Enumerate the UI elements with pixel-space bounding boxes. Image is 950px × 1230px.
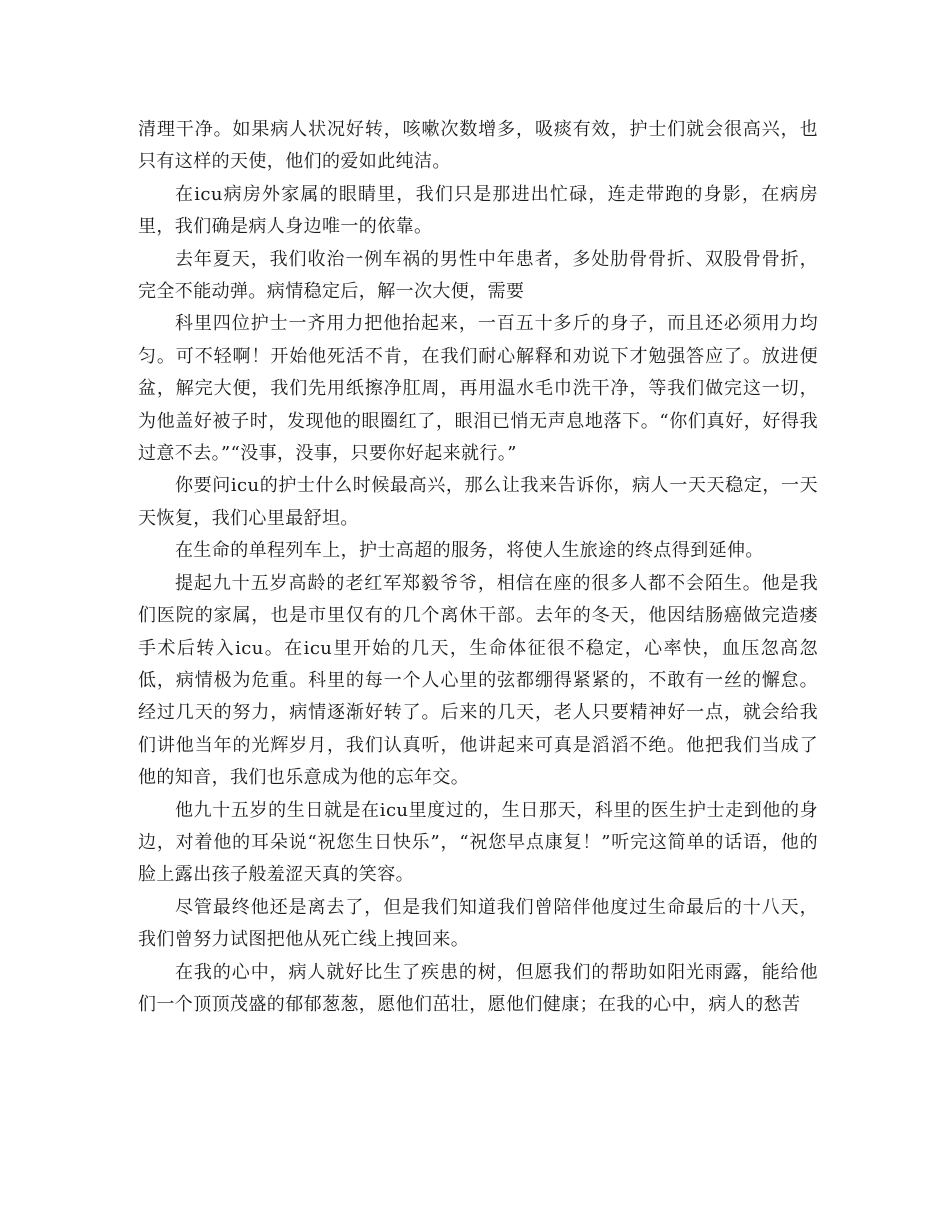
document-body xyxy=(138,114,818,1021)
paragraph: 去年夏天，我们收治一例车祸的男性中年患者，多处肋骨骨折、双股骨骨折，完全不能动弹。病情稳定后，解一次大便，需要 xyxy=(138,248,818,303)
paragraph: 他九十五岁的生日就是在icu里度过的，生日那天，科里的医生护士走到他的身边，对着他的耳朵说“祝您生日快乐”，“祝您早点康复！”听完这简单的话语，他的脸上露出孩子般羞涩天真的笑容。 xyxy=(138,799,818,886)
paragraph: 尽管最终他还是离去了，但是我们知道我们曾陪伴他度过生命最后的十八天，我们曾努力试图把他从死亡线上拽回来。 xyxy=(138,896,818,951)
paragraph: 清理干净。如果病人状况好转，咳嗽次数增多，吸痰有效，护士们就会很高兴，也只有这样的天使，他们的爱如此纯洁。 xyxy=(138,119,818,173)
paragraph: 在生命的单程列车上，护士高超的服务，将使人生旅途的终点得到延伸。 xyxy=(175,540,764,562)
paragraph: 你要问icu的护士什么时候最高兴，那么让我来告诉你，病人一天天稳定，一天天恢复，我们心里最舒坦。 xyxy=(138,475,818,529)
paragraph: 在icu病房外家属的眼睛里，我们只是那进出忙碌，连走带跑的身影，在病房里，我们确是病人身边唯一的依靠。 xyxy=(138,183,818,238)
paragraph: 提起九十五岁高龄的老红军郑毅爷爷，相信在座的很多人都不会陌生。他是我们医院的家属，也是市里仅有的几个离休干部。去年的冬天，他因结肠癌做完造瘘手术后转入icu。在icu里开始的几天，生命体征很不稳定，心率快，血压忽高忽低，病情极为危重。科里的每一个人心里的弦都绷得紧紧的，不敢有一丝的懈怠。经过几天的努力，病情逐渐好转了。后来的几天，老人只要精神好一点，就会给我们讲他当年的光辉岁月，我们认真听，他讲起来可真是滔滔不绝。他把我们当成了他的知音，我们也乐意成为他的忘年交。 xyxy=(138,572,818,789)
paragraph: 科里四位护士一齐用力把他抬起来，一百五十多斤的身子，而且还必须用力均匀。可不轻啊！开始他死活不肯，在我们耐心解释和劝说下才勉强答应了。放进便盆，解完大便，我们先用纸擦净肛周，再用温水毛巾洗干净，等我们做完这一切，为他盖好被子时，发现他的眼圈红了，眼泪已悄无声息地落下。“你们真好，好得我过意不去。”“没事，没事，只要你好起来就行。” xyxy=(138,313,818,465)
paragraph: 在我的心中，病人就好比生了疾患的树，但愿我们的帮助如阳光雨露，能给他们一个顶顶茂盛的郁郁葱葱，愿他们茁壮，愿他们健康；在我的心中，病人的愁苦 xyxy=(138,961,818,1015)
